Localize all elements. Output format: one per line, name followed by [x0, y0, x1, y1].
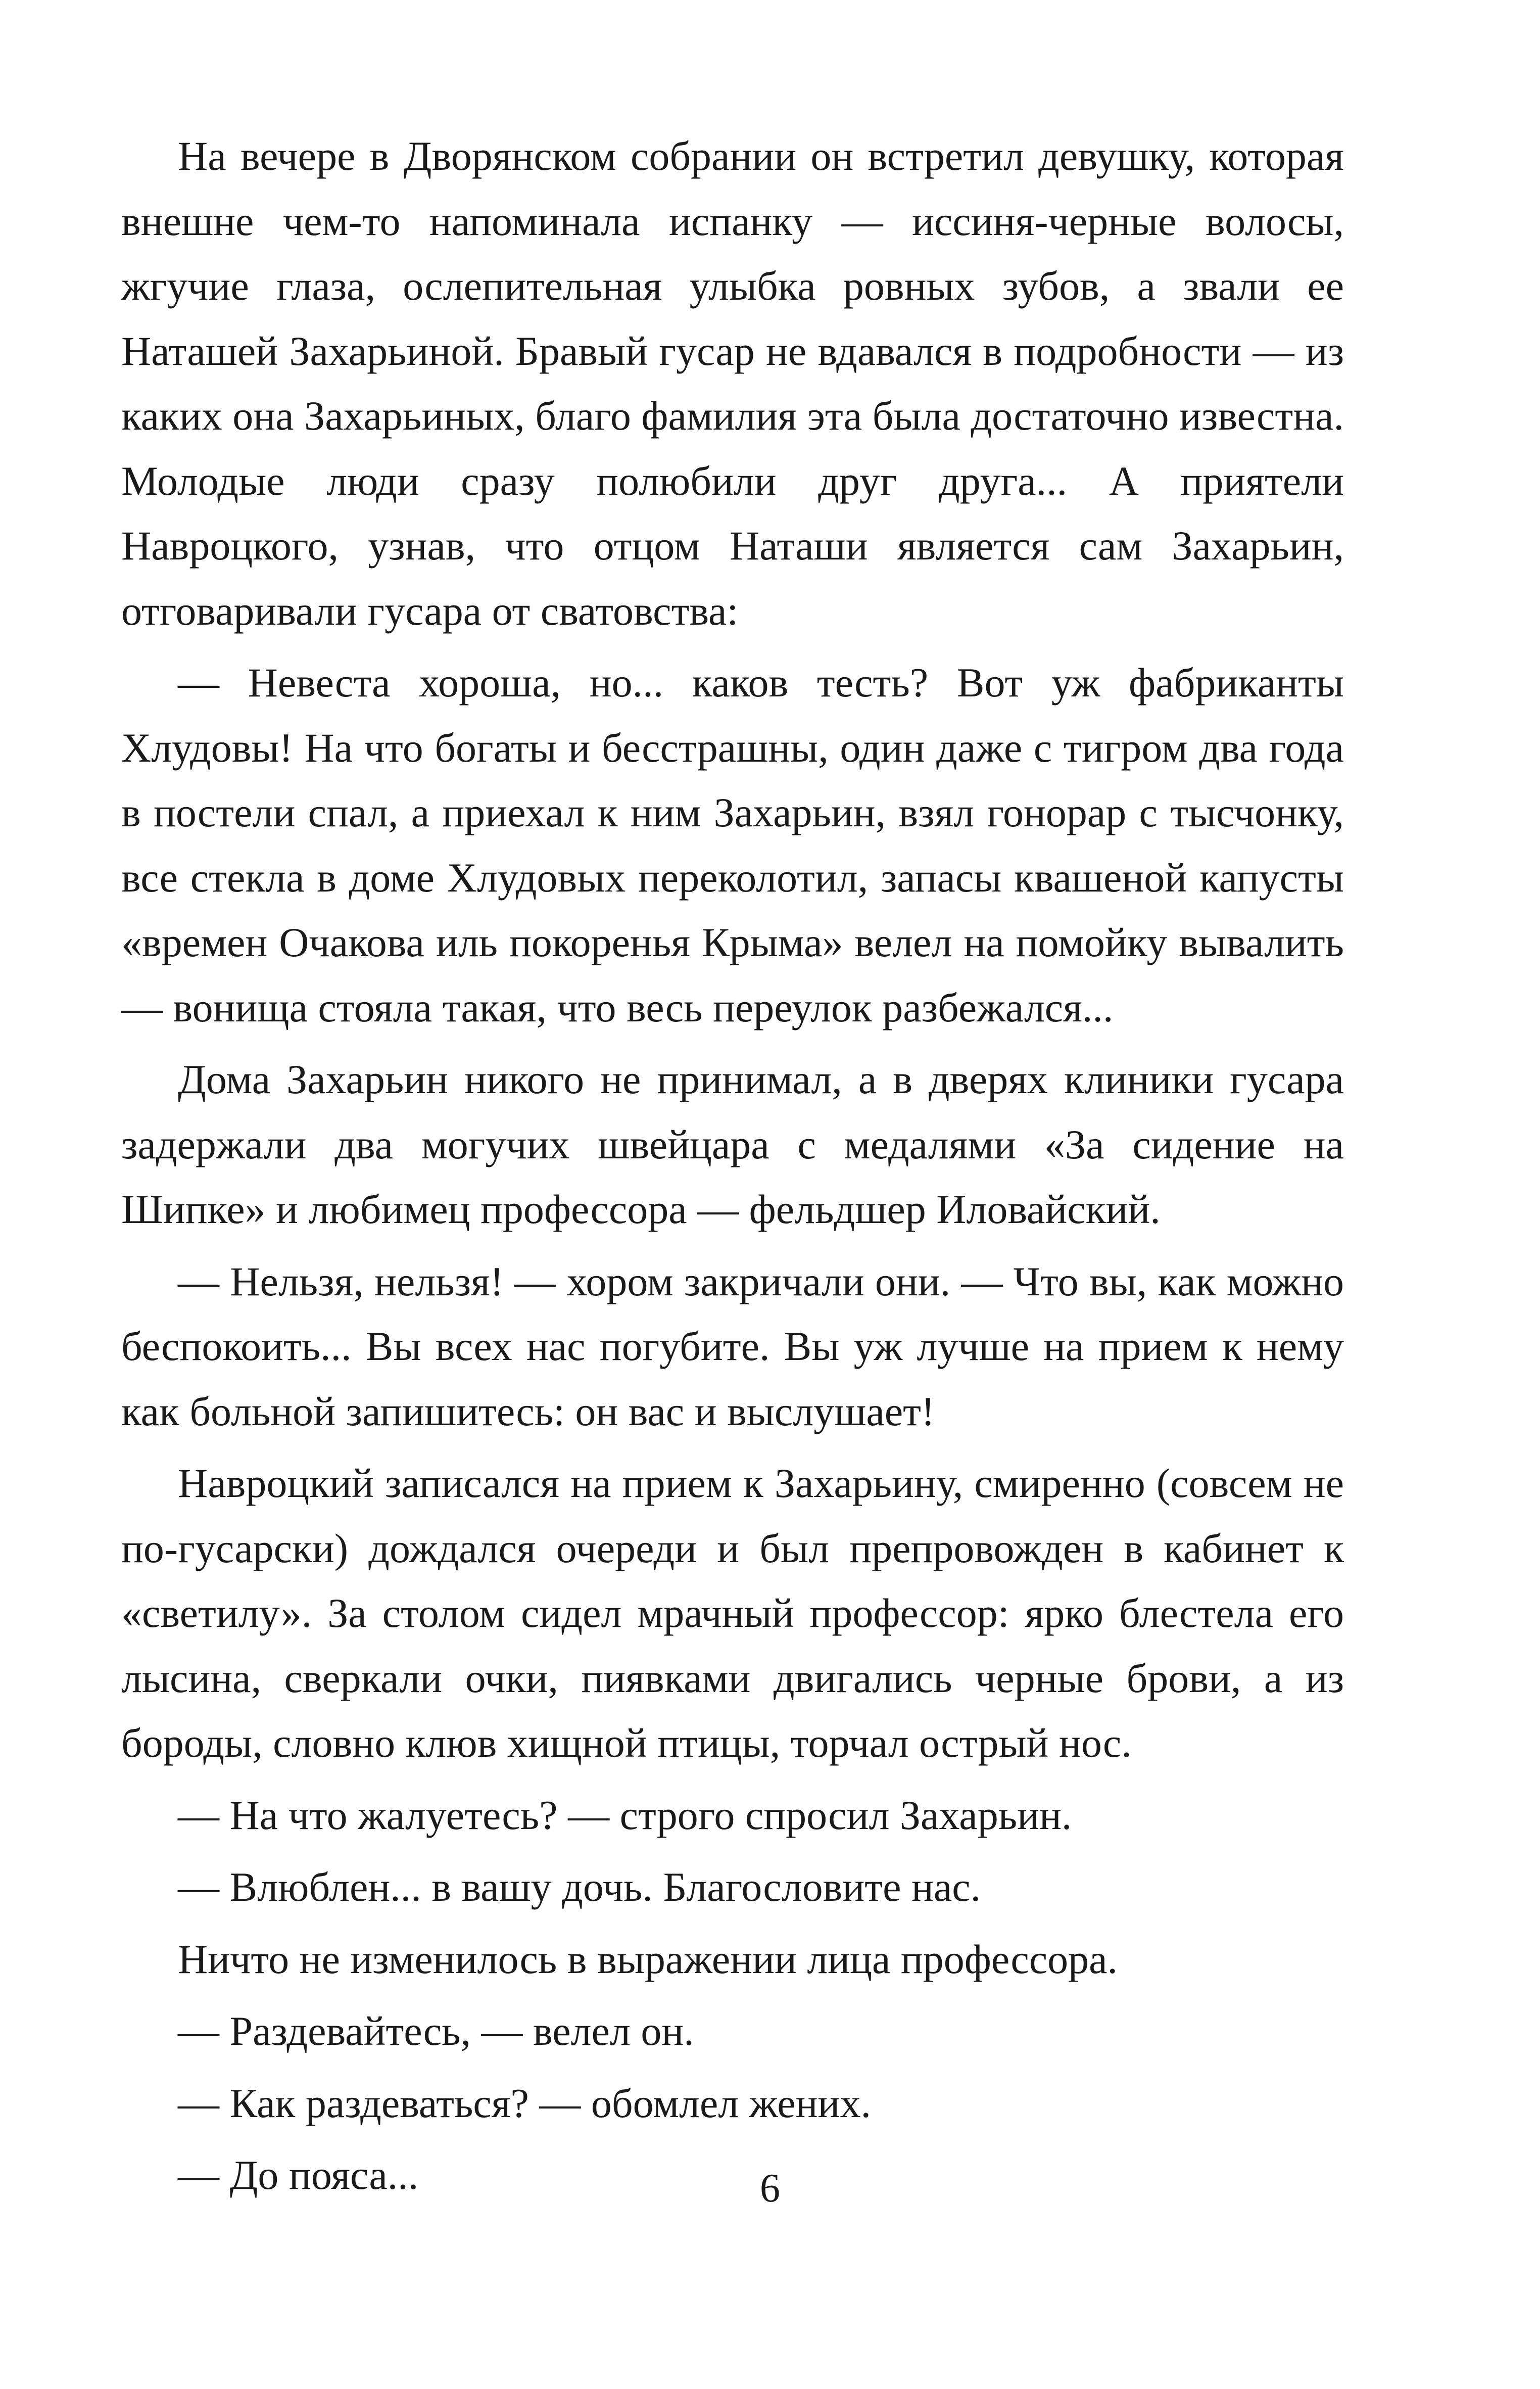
- page-number: 6: [760, 2166, 780, 2211]
- paragraph-7: — Влюблен... в вашу дочь. Благословите нас.: [178, 1864, 981, 1910]
- paragraph-3: Дома Захарьин никого не принимал, а в дверях клиники гусара задержали два могучих швейцара с медалями «За сидение на Шипке» и любимец профессора — фельдшер Иловайский.: [121, 1056, 1344, 1232]
- paragraph-9: — Раздевайтесь, — велел он.: [178, 2008, 694, 2054]
- paragraph-8: Ничто не изменилось в выражении лица профессора.: [178, 1936, 1118, 1982]
- paragraph-1: На вечере в Дворянском собрании он встретил девушку, которая внешне чем-то напоминала испанку — иссиня-черные волосы, жгучие глаза, ослепительная улыбка ровных зубов, а звали ее Наташей Захарьиной. Бравый гусар не вдавался в подробности — из каких она Захарьиных, благо фамилия эта была достаточно известна. Молодые люди сразу полюбили друг друга... А приятели Навроцкого, узнав, что отцом Наташи является сам Захарьин, отговаривали гусара от сватовства:: [121, 133, 1344, 634]
- paragraph-10: — Как раздеваться? — обомлел жених.: [178, 2080, 871, 2126]
- paragraph-6: — На что жалуетесь? — строго спросил Захарьин.: [178, 1792, 1072, 1838]
- page-body-text: [121, 124, 1344, 2208]
- paragraph-11: — До пояса...: [178, 2152, 419, 2198]
- paragraph-4: — Нельзя, нельзя! — хором закричали они. — Что вы, как можно беспокоить... Вы всех нас погубите. Вы уж лучше на прием к нему как больной запишитесь: он вас и выслушает!: [121, 1258, 1344, 1434]
- paragraph-5: Навроцкий записался на прием к Захарьину, смиренно (совсем не по-гусарски) дождался очереди и был препровожден в кабинет к «светилу». За столом сидел мрачный профессор: ярко блестела его лысина, сверкали очки, пиявками двигались черные брови, а из бороды, словно клюв хищной птицы, торчал острый нос.: [121, 1460, 1344, 1766]
- paragraph-2: — Невеста хороша, но... каков тесть? Вот уж фабриканты Хлудовы! На что богаты и бесстрашны, один даже с тигром два года в постели спал, а приехал к ним Захарьин, взял гонорар с тысчонку, все стекла в доме Хлудовых переколотил, запасы квашеной капусты «времен Очакова иль покоренья Крыма» велел на помойку вывалить — вонища стояла такая, что весь переулок разбежался...: [121, 660, 1344, 1030]
